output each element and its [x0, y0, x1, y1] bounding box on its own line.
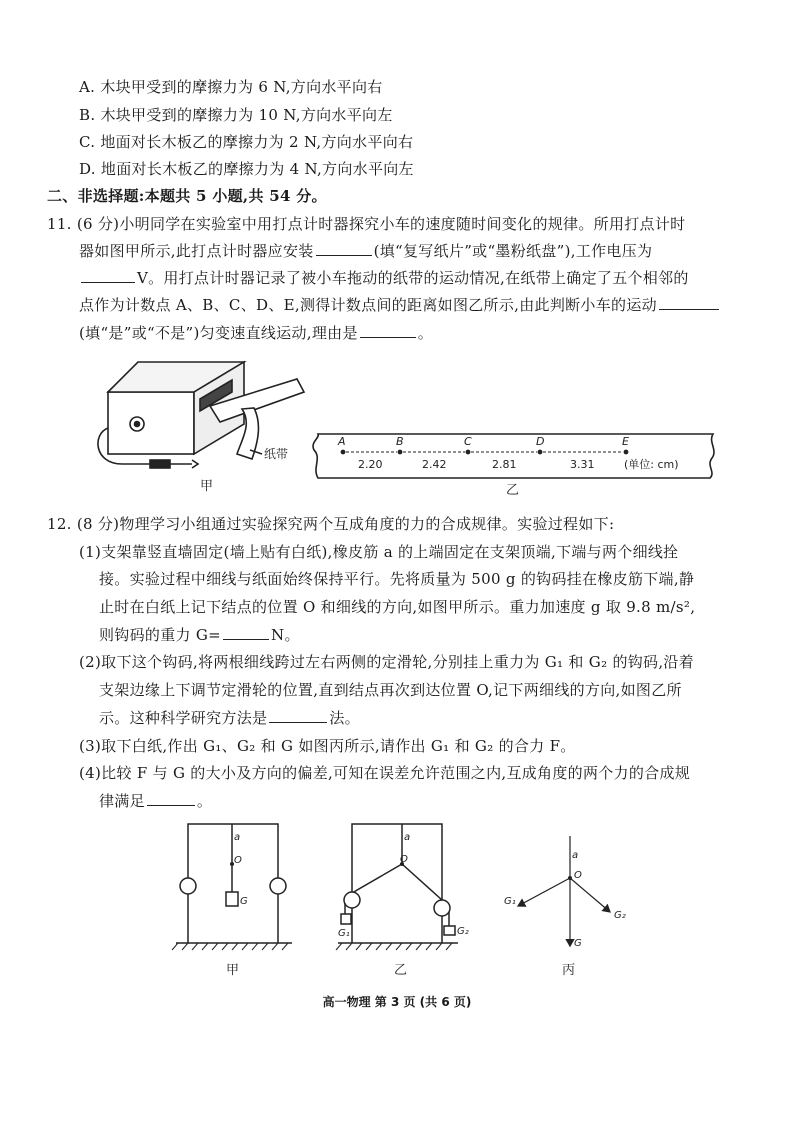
bing-a-label: a — [572, 850, 579, 861]
q12-blank-1[interactable] — [223, 625, 269, 640]
q12-s3-line: (3)取下白纸,作出 G₁、G₂ 和 G 如图丙所示,请作出 G₁ 和 G₂ 的合力 F。 — [79, 737, 576, 755]
tape-unit: (单位: cm) — [624, 458, 679, 471]
q12-s2-line-3a: 示。这种科学研究方法是 — [99, 709, 268, 727]
yi-a-label: a — [404, 832, 411, 843]
bing-g1-label: G₁ — [504, 896, 516, 907]
tape-dist-bc: 2.42 — [422, 458, 447, 471]
option-b: B. 木块甲受到的摩擦力为 10 N,方向水平向左 — [79, 106, 393, 124]
tape-label: 纸带 — [264, 447, 289, 461]
q11-line-3 — [79, 267, 689, 289]
yi-g1-label: G₁ — [338, 928, 350, 939]
q12-s4-line-2b: 。 — [196, 792, 213, 810]
q12-s1-line-4b: N。 — [271, 626, 300, 644]
tape-point-a: A — [338, 435, 346, 448]
q11-blank-4[interactable] — [360, 323, 416, 338]
jia-o-label: O — [234, 855, 242, 866]
q12-fig-jia-label: 甲 — [226, 963, 240, 978]
section-heading: 二、非选择题:本题共 5 小题,共 54 分。 — [47, 187, 327, 205]
q12-fig-bing — [500, 836, 640, 978]
q11-line-5 — [79, 322, 433, 344]
page-footer: 高一物理 第 3 页 (共 6 页) — [322, 995, 472, 1009]
q12-s1-line-2: 接。实验过程中细线与纸面始终保持平行。先将质量为 500 g 的钩码挂在橡皮筋下端,静 — [99, 570, 695, 588]
q12-s4-line-1: (4)比较 F 与 G 的大小及方向的偏差,可知在误差允许范围之内,互成角度的两个力的合成规 — [79, 764, 691, 782]
jia-g-label: G — [240, 896, 248, 907]
tape-dot-a — [341, 450, 346, 455]
tape-point-e: E — [622, 435, 629, 448]
q12-blank-2[interactable] — [269, 708, 327, 723]
q12-s1-line-1: (1)支架靠竖直墙固定(墙上贴有白纸),橡皮筋 a 的上端固定在支架顶端,下端与两个细线拴 — [79, 543, 679, 561]
q11-line-3b: V。用打点计时器记录了被小车拖动的纸带的运动情况,在纸带上确定了五个相邻的 — [137, 269, 689, 287]
tape-dot-c — [466, 450, 471, 455]
q12-s4-line-2 — [99, 790, 212, 812]
q12-fig-yi — [330, 818, 480, 978]
tape-dist-ab: 2.20 — [358, 458, 383, 471]
q11-line-5b: 。 — [417, 324, 434, 342]
tape-dot-d — [538, 450, 543, 455]
q12-fig-bing-label: 丙 — [562, 963, 576, 978]
q12-blank-3[interactable] — [147, 791, 195, 806]
q11-line-5a: (填“是”或“不是”)匀变速直线运动,理由是 — [79, 324, 358, 342]
option-d: D. 地面对长木板乙的摩擦力为 4 N,方向水平向左 — [79, 160, 414, 178]
q12-s2-line-3 — [99, 707, 360, 729]
q11-line-2 — [79, 240, 652, 262]
q12-line-1: 12. (8 分)物理学习小组通过实验探究两个互成角度的力的合成规律。实验过程如下: — [47, 515, 615, 533]
q11-blank-2[interactable] — [81, 268, 135, 283]
q12-s4-line-2a: 律满足 — [99, 792, 145, 810]
q11-line-2a: 器如图甲所示,此打点计时器应安装 — [79, 242, 314, 260]
q11-blank-1[interactable] — [316, 241, 372, 256]
yi-g2-label: G₂ — [457, 926, 469, 937]
tape-point-b: B — [396, 435, 404, 448]
q11-line-4a: 点作为计数点 A、B、C、D、E,测得计数点间的距离如图乙所示,由此判断小车的运动 — [79, 296, 657, 314]
q12-s1-line-4a: 则钩码的重力 G= — [99, 626, 222, 644]
q12-s2-line-1: (2)取下这个钩码,将两根细线跨过左右两侧的定滑轮,分别挂上重力为 G₁ 和 G₂ 的钩码,沿着 — [79, 653, 695, 671]
q12-fig-jia — [168, 818, 303, 978]
tape-point-d: D — [536, 435, 545, 448]
option-c: C. 地面对长木板乙的摩擦力为 2 N,方向水平向右 — [79, 133, 414, 151]
q11-blank-3[interactable] — [659, 295, 719, 310]
q11-line-1: 11. (6 分)小明同学在实验室中用打点计时器探究小车的速度随时间变化的规律。所用打点计时 — [47, 215, 686, 233]
jia-a-label: a — [234, 832, 241, 843]
tape-point-c: C — [464, 435, 472, 448]
q12-s1-line-3: 止时在白纸上记下结点的位置 O 和细线的方向,如图甲所示。重力加速度 g 取 9.8 m/s², — [99, 598, 696, 616]
tape-dist-cd: 2.81 — [492, 458, 517, 471]
option-a: A. 木块甲受到的摩擦力为 6 N,方向水平向右 — [79, 78, 383, 96]
q12-s2-line-2: 支架边缘上下调节定滑轮的位置,直到结点再次到达位置 O,记下两细线的方向,如图乙所 — [99, 681, 682, 699]
bing-g2-label: G₂ — [614, 910, 626, 921]
bing-o-label: O — [574, 870, 582, 881]
fig-jia-label-11: 甲 — [200, 479, 214, 494]
q11-line-2b: (填“复写纸片”或“墨粉纸盘”),工作电压为 — [373, 242, 653, 260]
tape-dot-e — [624, 450, 629, 455]
tape-dist-de: 3.31 — [570, 458, 595, 471]
q11-line-4 — [79, 294, 721, 316]
bing-g-label: G — [574, 938, 582, 949]
paper-tape-figure — [308, 428, 718, 498]
q12-fig-yi-label: 乙 — [394, 963, 408, 978]
q12-s1-line-4 — [99, 624, 300, 646]
tape-dot-b — [398, 450, 403, 455]
q12-s2-line-3b: 法。 — [329, 709, 360, 727]
yi-o-label: O — [400, 854, 408, 865]
timer-figure — [92, 354, 312, 494]
fig-yi-label-11: 乙 — [506, 483, 520, 498]
